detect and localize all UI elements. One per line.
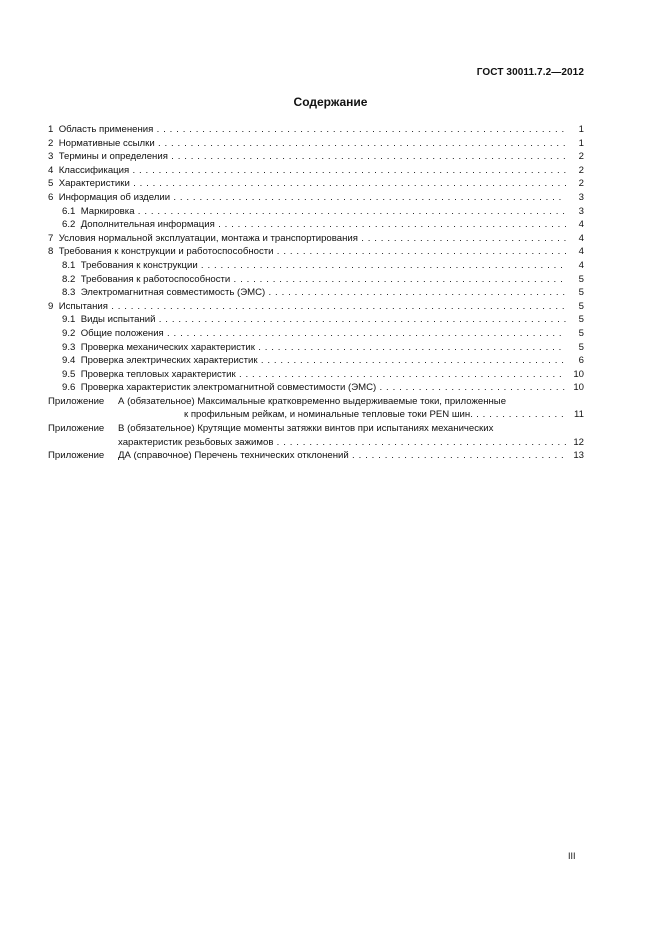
toc-entry-text: Дополнительная информация (80, 219, 215, 231)
toc-entry-number: 9.4 (62, 355, 76, 367)
toc-entry-title (48, 177, 566, 191)
toc-entry-page: 10 (573, 368, 584, 380)
toc-entry[interactable] (48, 232, 584, 246)
toc-entry-text: Информация об изделии (58, 191, 171, 203)
toc-entry-number: 9 (48, 300, 54, 312)
toc-entry-page: 5 (578, 314, 584, 326)
appendix-page: 13 (573, 450, 584, 462)
toc-entry-title (48, 150, 566, 164)
toc-entry-text: Испытания (58, 300, 108, 312)
appendix-page: 11 (574, 409, 584, 421)
toc-entry-number: 3 (48, 151, 54, 163)
toc-entry-page: 5 (578, 327, 584, 339)
toc-entry-text: Характеристики (58, 178, 130, 190)
table-of-contents (48, 123, 584, 463)
toc-entry-page: 3 (578, 205, 584, 217)
toc-entry-title (62, 341, 566, 355)
toc-appendix-entry[interactable] (48, 449, 584, 463)
toc-entry-text: Маркировка (80, 205, 135, 217)
toc-entry-page: 5 (578, 300, 584, 312)
toc-entry-title (48, 232, 566, 246)
toc-entry-number: 6.2 (62, 219, 76, 231)
toc-entry-text: Требования к работоспособности (80, 273, 231, 285)
toc-entry-number: 1 (48, 124, 54, 135)
toc-entry-text: Требования к конструкции и работоспособности (58, 246, 274, 258)
toc-entry-text: Проверка механических характеристик (80, 341, 255, 353)
toc-entry-page: 2 (578, 151, 584, 163)
appendix-prefix: Приложение (48, 450, 105, 462)
toc-entry-page: 6 (578, 355, 584, 367)
toc-entry-page: 5 (578, 273, 584, 285)
appendix-title-line-2: к профильным рейкам, и номинальные тепловые токи PEN шин. (184, 409, 473, 421)
appendix-title-line-2: характеристик резьбовых зажимов (118, 436, 274, 448)
toc-entry-number: 8.1 (62, 259, 76, 271)
toc-entry-number: 5 (48, 178, 54, 190)
toc-entry[interactable] (48, 177, 584, 191)
toc-entry[interactable] (48, 286, 584, 300)
toc-entry-number: 8.3 (62, 287, 76, 299)
toc-entry-title (62, 273, 566, 287)
toc-entry-text: Электромагнитная совместимость (ЭМС) (80, 287, 266, 299)
toc-entry-number: 6 (48, 191, 54, 203)
toc-entry-number: 4 (48, 164, 54, 176)
toc-entry-text: Нормативные ссылки (58, 137, 155, 149)
toc-entry-title (48, 300, 566, 314)
toc-appendix-entry[interactable] (48, 395, 584, 422)
toc-entry-title (62, 286, 566, 300)
toc-entry-title (62, 205, 566, 219)
toc-entry-page: 3 (578, 191, 584, 203)
toc-entry-page: 10 (573, 382, 584, 394)
appendix-page: 12 (573, 436, 584, 448)
toc-entry-number: 6.1 (62, 205, 76, 217)
toc-entry[interactable] (48, 205, 584, 219)
toc-entry-number: 9.3 (62, 341, 76, 353)
toc-entry-text: Проверка характеристик электромагнитной совместимости (ЭМС) (80, 382, 377, 394)
toc-entry[interactable] (48, 218, 584, 232)
toc-entry-page: 2 (578, 178, 584, 190)
toc-entry-text: Область применения (58, 124, 154, 135)
toc-entry[interactable] (48, 137, 584, 151)
toc-entry[interactable] (48, 381, 584, 395)
toc-entry-page: 5 (578, 341, 584, 353)
toc-entry-number: 8 (48, 246, 54, 258)
toc-entry-title (62, 354, 566, 368)
page-number: III (568, 851, 576, 861)
toc-entry-number: 9.5 (62, 368, 76, 380)
toc-entry[interactable] (48, 300, 584, 314)
appendix-title-line-1: А (обязательное) Максимальные кратковременно выдерживаемые токи, приложенные (118, 395, 507, 407)
toc-entry[interactable] (48, 259, 584, 273)
toc-entry-number: 8.2 (62, 273, 76, 285)
toc-entry[interactable] (48, 273, 584, 287)
toc-entry-page: 1 (578, 137, 584, 149)
toc-title: Содержание (293, 95, 368, 109)
toc-entry-text: Общие положения (80, 327, 164, 339)
toc-entry-number: 7 (48, 232, 54, 244)
toc-entry-page: 4 (578, 259, 584, 271)
toc-entry[interactable] (48, 245, 584, 259)
toc-entry[interactable] (48, 123, 584, 137)
appendix-prefix: Приложение (48, 395, 105, 407)
toc-entry[interactable] (48, 191, 584, 205)
toc-entry-page: 4 (578, 219, 584, 231)
toc-entry-title (62, 313, 566, 327)
toc-entry[interactable] (48, 354, 584, 368)
toc-entry-title (62, 368, 566, 382)
toc-entry-page: 1 (578, 124, 584, 135)
toc-entry-page: 5 (578, 287, 584, 299)
toc-entry-text: Условия нормальной эксплуатации, монтажа и транспортирования (58, 232, 358, 244)
appendix-title-line-1: ДА (справочное) Перечень технических отклонений (118, 450, 349, 462)
toc-entry-title (48, 245, 566, 259)
toc-entry[interactable] (48, 150, 584, 164)
toc-entry[interactable] (48, 313, 584, 327)
toc-entry[interactable] (48, 368, 584, 382)
toc-entry[interactable] (48, 164, 584, 178)
toc-entry-text: Виды испытаний (80, 314, 156, 326)
toc-entry-page: 4 (578, 232, 584, 244)
toc-entry-title (62, 259, 566, 273)
toc-entry-title (62, 327, 566, 341)
appendix-prefix: Приложение (48, 423, 105, 435)
toc-entry-page: 2 (578, 164, 584, 176)
toc-entry-number: 9.2 (62, 327, 76, 339)
toc-entry-text: Требования к конструкции (80, 259, 198, 271)
toc-entry-number: 2 (48, 137, 54, 149)
toc-entry-title (48, 137, 566, 151)
standard-designation: ГОСТ 30011.7.2—2012 (476, 67, 584, 78)
toc-appendix-entry[interactable] (48, 422, 584, 449)
toc-entry-number: 9.1 (62, 314, 76, 326)
toc-entry-title (48, 191, 566, 205)
toc-entry-page: 4 (578, 246, 584, 258)
toc-entry-title (48, 123, 566, 137)
toc-entry-title (62, 218, 566, 232)
toc-entry[interactable] (48, 327, 584, 341)
toc-entry[interactable] (48, 341, 584, 355)
toc-entry-number: 9.6 (62, 382, 76, 394)
toc-entry-text: Классификация (58, 164, 130, 176)
toc-entry-text: Проверка тепловых характеристик (80, 368, 236, 380)
toc-entry-title (62, 381, 566, 395)
appendix-title-line-1: В (обязательное) Крутящие моменты затяжки винтов при испытаниях механических (118, 423, 494, 435)
toc-entry-text: Проверка электрических характеристик (80, 355, 258, 367)
toc-entry-text: Термины и определения (58, 151, 168, 163)
toc-entry-title (48, 164, 566, 178)
